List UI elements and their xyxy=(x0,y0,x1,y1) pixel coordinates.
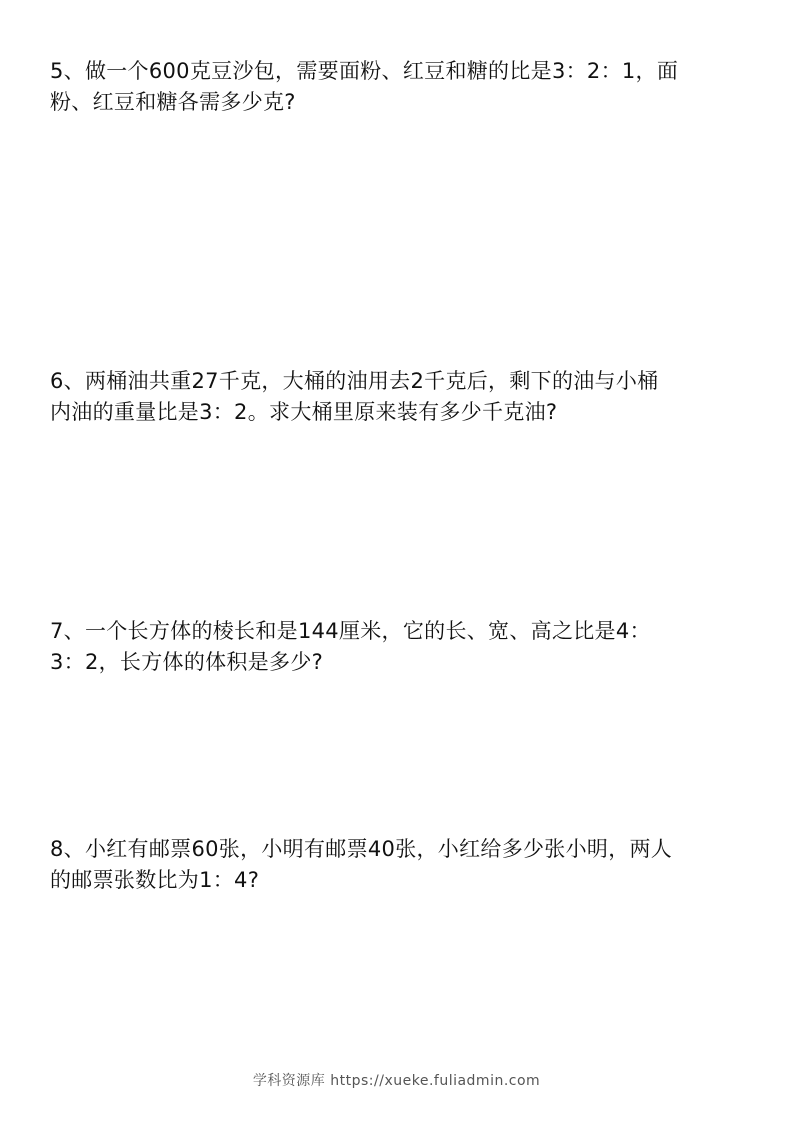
question-7-line-1: 7、一个长方体的棱长和是144厘米，它的长、宽、高之比是4： xyxy=(50,619,651,643)
page-footer: 学科资源库 https://xueke.fuliadmin.com xyxy=(252,1073,541,1089)
question-6-line-1: 6、两桶油共重27千克，大桶的油用去2千克后，剩下的油与小桶 xyxy=(50,369,659,393)
question-8-line-1: 8、小红有邮票60张，小明有邮票40张，小红给多少张小明，两人 xyxy=(50,837,673,861)
question-5-line-2: 粉、红豆和糖各需多少克? xyxy=(50,90,296,114)
question-6-line-2: 内油的重量比是3：2。求大桶里原来装有多少千克油? xyxy=(50,400,558,424)
question-6 xyxy=(50,366,750,428)
question-7 xyxy=(50,616,750,678)
question-8 xyxy=(50,834,750,896)
question-5 xyxy=(50,56,750,118)
question-7-line-2: 3：2，长方体的体积是多少? xyxy=(50,650,324,674)
question-8-line-2: 的邮票张数比为1：4? xyxy=(50,868,260,892)
question-5-line-1: 5、做一个600克豆沙包，需要面粉、红豆和糖的比是3：2：1，面 xyxy=(50,59,679,83)
